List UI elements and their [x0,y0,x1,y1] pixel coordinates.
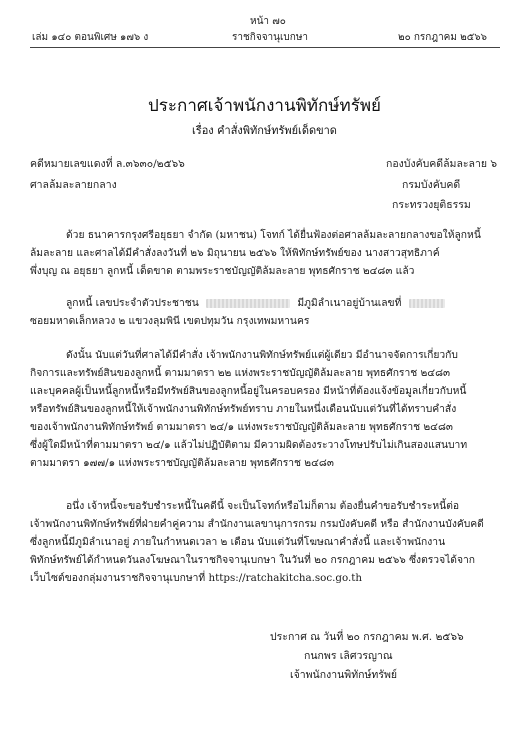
address-label: มีภูมิลำเนาอยู่บ้านเลขที่ [297,297,402,309]
paragraph-creditor-claims [30,497,500,587]
paragraph-line: หรือทรัพย์สินของลูกหนี้ให้เจ้าพนักงานพิทักษ์ทรัพย์ทราบ ภายในหนึ่งเดือนนับแต่วันที่ได้ทราบคำสั่ง [30,403,457,415]
announcement-title: ประกาศเจ้าพนักงานพิทักษ์ทรัพย์ [147,96,381,116]
office-division: กองบังคับคดีล้มละลาย ๖ [386,158,498,170]
paragraph-line [30,294,500,312]
paragraph-line: ดังนั้น นับแต่วันที่ศาลได้มีคำสั่ง เจ้าพนักงานพิทักษ์ทรัพย์แต่ผู้เดียว มีอำนาจจัดการเกี่ยวกับ [66,349,458,361]
paragraph-line: ตามมาตรา ๑๗๗/๑ แห่งพระราชบัญญัติล้มละลาย พุทธศักราช ๒๔๘๓ [30,457,334,469]
paragraph-line: พิทักษ์ทรัพย์ได้กำหนดวันลงโฆษณาในราชกิจจานุเบกษา ในวันที่ ๒๐ กรกฎาคม ๒๕๖๖ ซึ่งตรวจได้จาก [30,554,476,566]
paragraph-line: กิจการและทรัพย์สินของลูกหนี้ ตามมาตรา ๒๒ แห่งพระราชบัญญัติล้มละลาย พุทธศักราช ๒๔๘๓ [30,367,451,379]
signatory-position: เจ้าพนักงานพิทักษ์ทรัพย์ [290,669,398,681]
paragraph-debtor-info [30,294,500,330]
gazette-name: ราชกิจจานุเบกษา [232,32,309,43]
paragraph-line: อนึ่ง เจ้าหนี้จะขอรับชำระหนี้ในคดีนี้ จะเป็นโจทก์หรือไม่ก็ตาม ต้องยื่นคำขอรับชำระหนี้ต่อ [66,500,460,512]
redacted-id-number [206,299,290,308]
paragraph-line: เจ้าพนักงานพิทักษ์ทรัพย์ที่ฝ่ายคำคู่ความ สำนักงานเลขานุการกรม กรมบังคับคดี หรือ สำนักงานบังคับคดี [30,518,484,530]
ministry-name: กระทรวงยุติธรรม [392,199,471,211]
volume-issue: เล่ม ๑๔๐ ตอนพิเศษ ๑๗๖ ง [32,32,149,43]
paragraph-line: ซอยมหาดเล็กหลวง ๒ แขวงลุมพินี เขตปทุมวัน กรุงเทพมหานคร [30,315,310,327]
announcement-subject: เรื่อง คำสั่งพิทักษ์ทรัพย์เด็ดขาด [192,124,337,137]
paragraph-trustee-authority [30,346,500,472]
signatory-name: กนกพร เลิศวรญาณ [304,650,393,662]
debtor-id-label: ลูกหนี้ เลขประจำตัวประชาชน [66,297,199,309]
paragraph-line: และบุคคลผู้เป็นหนี้ลูกหนี้หรือมีทรัพย์สินของลูกหนี้อยู่ในครอบครอง มีหน้าที่ต้องแจ้งข้อมูลเกี่ยวกับหนี้ [30,385,467,397]
paragraph-line: ซึ่งผู้ใดมีหน้าที่ตามมาตรา ๒๔/๑ แล้วไม่ปฏิบัติตาม มีความผิดต้องระวางโทษปรับไม่เกินสองแสนบาท [30,439,468,451]
page-number: หน้า ๗๐ [250,16,286,27]
department-name: กรมบังคับคดี [402,179,461,191]
paragraph-line: พึ่งบุญ ณ อยุธยา ลูกหนี้ เด็ดขาด ตามพระราชบัญญัติล้มละลาย พุทธศักราช ๒๔๘๓ แล้ว [30,265,415,277]
paragraph-line: เว็บไซต์ของกลุ่มงานราชกิจจานุเบกษาที่ https://ratchakitcha.soc.go.th [30,572,363,584]
gazette-date: ๒๐ กรกฎาคม ๒๕๖๖ [398,32,487,43]
header-divider [30,47,500,48]
paragraph-line: ของเจ้าพนักงานพิทักษ์ทรัพย์ ตามมาตรา ๒๔/๑ แห่งพระราชบัญญัติล้มละลาย พุทธศักราช ๒๔๘๓ [30,421,453,433]
redacted-house-number [409,299,445,308]
signature-block [270,628,490,685]
announced-date: ประกาศ ณ วันที่ ๒๐ กรกฎาคม พ.ศ. ๒๕๖๖ [270,631,464,643]
paragraph-line: ซึ่งลูกหนี้มีภูมิลำเนาอยู่ ภายในกำหนดเวลา ๒ เดือน นับแต่วันที่โฆษณาคำสั่งนี้ และเจ้าพนักงาน [30,536,446,548]
paragraph-line: ด้วย ธนาคารกรุงศรีอยุธยา จำกัด (มหาชน) โจทก์ ได้ยื่นฟ้องต่อศาลล้มละลายกลางขอให้ลูกหนี้ [66,229,481,241]
case-number: คดีหมายเลขแดงที่ ล.๓๖๓๐/๒๕๖๖ [30,158,185,170]
paragraph-petition [30,226,500,280]
court-name: ศาลล้มละลายกลาง [30,179,117,191]
paragraph-line: ล้มละลาย และศาลได้มีคำสั่งลงวันที่ ๒๖ มิถุนายน ๒๕๖๖ ให้พิทักษ์ทรัพย์ของ นางสาวสุทธิภาค์ [30,247,440,259]
